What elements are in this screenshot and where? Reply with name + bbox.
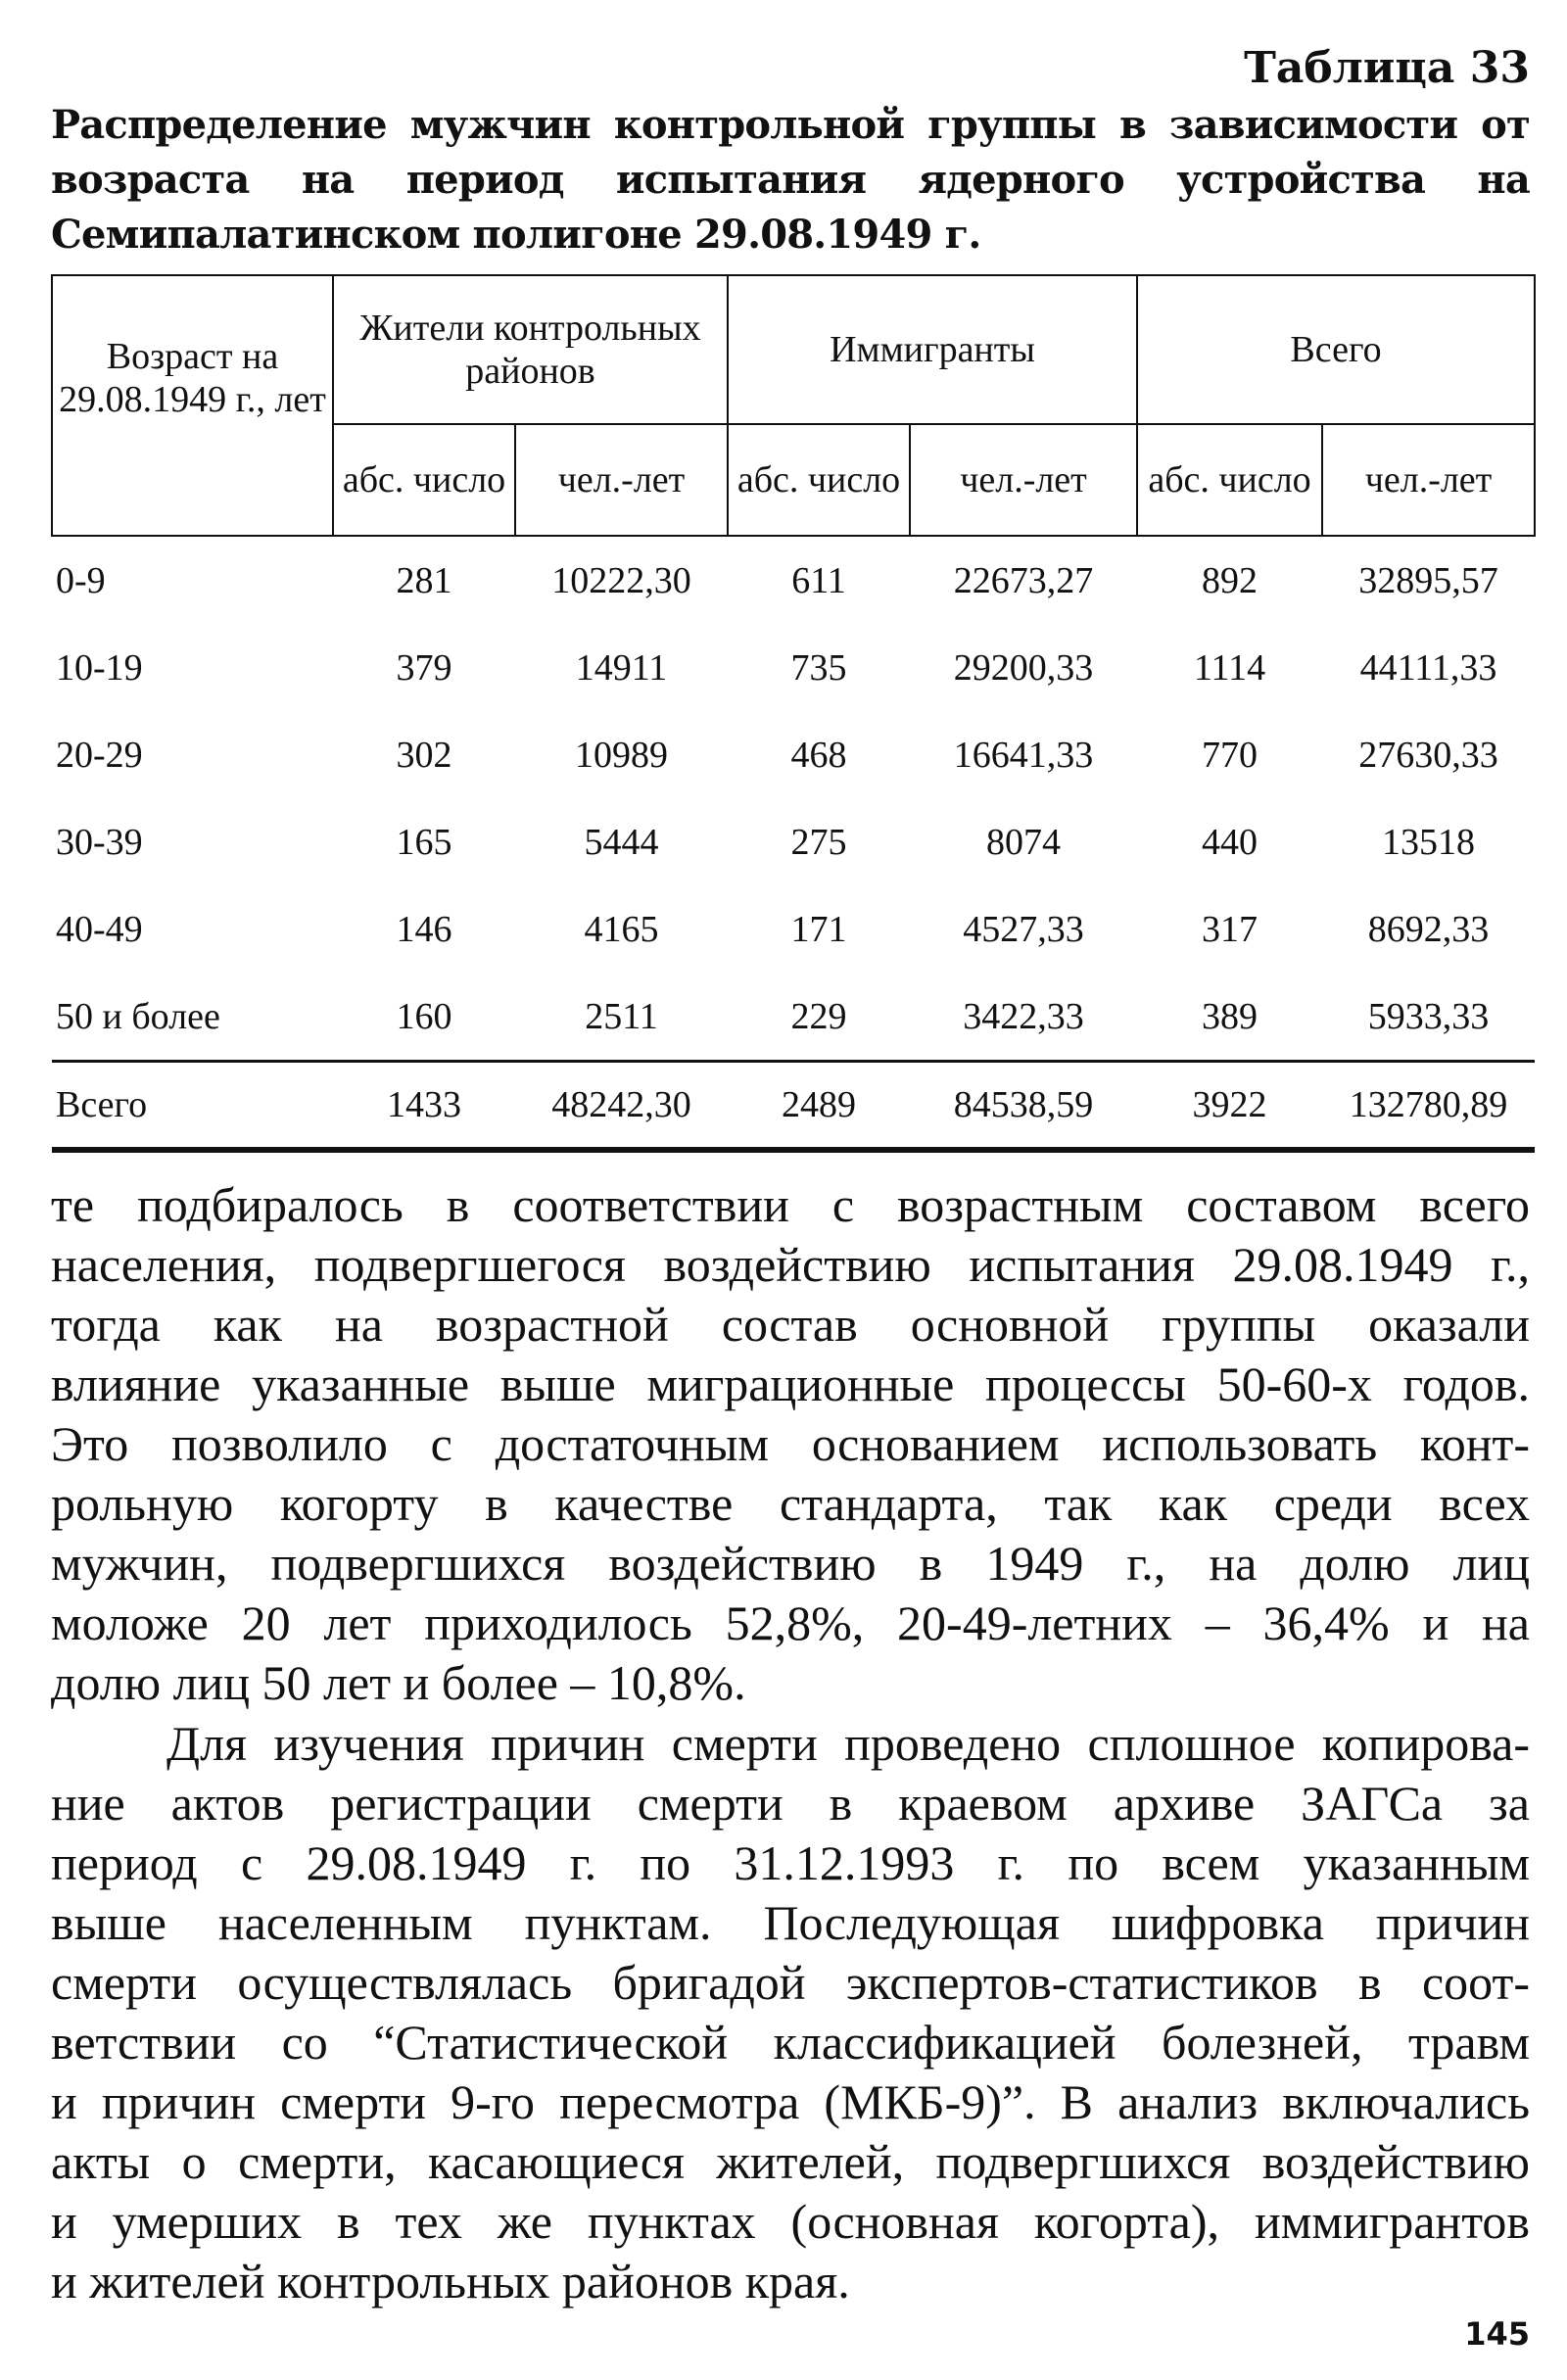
cell: 317 — [1202, 908, 1258, 950]
text-line: выше населенным пунктам. Последующая шифровка причин — [51, 1895, 1530, 1950]
cell: 165 — [396, 821, 452, 863]
cell: 735 — [790, 646, 847, 689]
body-paragraph-2 — [51, 1714, 1530, 2311]
cell: 3422,33 — [910, 973, 1137, 1062]
cell: 8692,33 — [1367, 908, 1490, 950]
table-row — [52, 624, 1535, 711]
cell: 275 — [790, 821, 847, 863]
table-row — [52, 973, 1535, 1062]
cell: 14911 — [575, 646, 668, 689]
cell: 32895,57 — [1358, 559, 1498, 601]
text-line: ветствии со “Статистической классификацией болезней, травм — [51, 2015, 1530, 2070]
table-total-row — [52, 1062, 1535, 1151]
text-line: ние актов регистрации смерти в краевом архиве ЗАГСа за — [51, 1776, 1530, 1831]
row-label: 30-39 — [56, 821, 143, 863]
text-line: акты о смерти, касающиеся жителей, подвергшихся воздействию — [51, 2134, 1530, 2189]
total-label: Всего — [52, 1062, 333, 1151]
cell: 44111,33 — [1359, 646, 1497, 689]
header-abs: абс. число — [333, 424, 515, 536]
total-cell: 2489 — [728, 1062, 910, 1151]
text-line: влияние указанные выше миграционные процессы 50-60-х годов. — [51, 1357, 1530, 1411]
table-row — [52, 798, 1535, 885]
row-label: 0-9 — [56, 559, 106, 601]
cell: 5444 — [584, 821, 659, 863]
cell: 4165 — [584, 908, 659, 950]
cell: 611 — [791, 559, 846, 601]
cell: 440 — [1202, 821, 1258, 863]
row-label: 10-19 — [56, 646, 143, 689]
cell: 10222,30 — [551, 559, 691, 601]
cell: 770 — [1202, 734, 1258, 776]
cell: 4527,33 — [963, 908, 1084, 950]
header-person-years: чел.-лет — [515, 424, 728, 536]
text-line: смерти осуществлялась бригадой экспертов-статистиков в соот- — [51, 1955, 1530, 2010]
cell: 302 — [396, 734, 452, 776]
text-line: долю лиц 50 лет и более – 10,8%. — [51, 1655, 746, 1710]
row-label: 50 и более — [52, 973, 333, 1062]
table-caption: Распределение мужчин контрольной группы в зависимости от возраста на период испытания ядерного устройства на Семипалатинском полигоне 29.08.1949 г. — [51, 102, 1530, 258]
cell: 379 — [396, 646, 452, 689]
cell: 1114 — [1193, 646, 1266, 689]
row-label: 20-29 — [56, 734, 143, 776]
row-label: 40-49 — [56, 908, 143, 950]
cell: 5933,33 — [1322, 973, 1535, 1062]
data-table — [51, 274, 1536, 1153]
table-row — [52, 536, 1535, 624]
total-cell: 132780,89 — [1322, 1062, 1535, 1151]
header-group-residents: Жители контрольных районов — [333, 275, 728, 424]
text-line: тогда как на возрастной состав основной группы оказали — [51, 1297, 1530, 1352]
text-line: рольную когорту в качестве стандарта, так как среди всех — [51, 1476, 1530, 1531]
text-line: Это позволило с достаточным основанием использовать конт- — [51, 1416, 1530, 1471]
page-number: 145 — [1464, 2315, 1530, 2353]
text-line: те подбиралось в соответствии с возрастным составом всего — [51, 1177, 1530, 1232]
header-abs: абс. число — [1137, 424, 1322, 536]
text-line: мужчин, подвергшихся воздействию в 1949 г., на долю лиц — [51, 1536, 1530, 1591]
table-row — [52, 885, 1535, 973]
text-line: и причин смерти 9-го пересмотра (МКБ-9)”. В анализ включались — [51, 2074, 1530, 2129]
text-line: моложе 20 лет приходилось 52,8%, 20-49-летних – 36,4% и на — [51, 1595, 1530, 1650]
header-person-years: чел.-лет — [910, 424, 1137, 536]
cell: 2511 — [515, 973, 728, 1062]
cell: 171 — [790, 908, 847, 950]
cell: 13518 — [1382, 821, 1476, 863]
total-cell: 3922 — [1137, 1062, 1322, 1151]
cell: 29200,33 — [953, 646, 1094, 689]
cell: 389 — [1137, 973, 1322, 1062]
cell: 892 — [1202, 559, 1258, 601]
text-line: и жителей контрольных районов края. — [51, 2254, 850, 2309]
cell: 22673,27 — [953, 559, 1094, 601]
cell: 8074 — [986, 821, 1062, 863]
cell: 229 — [728, 973, 910, 1062]
cell: 160 — [333, 973, 515, 1062]
header-group-immigrants: Иммигранты — [728, 275, 1137, 424]
total-cell: 48242,30 — [515, 1062, 728, 1151]
cell: 16641,33 — [953, 734, 1094, 776]
total-cell: 84538,59 — [910, 1062, 1137, 1151]
header-age: Возраст на 29.08.1949 г., лет — [52, 275, 333, 536]
cell: 10989 — [575, 734, 668, 776]
text-line: период с 29.08.1949 г. по 31.12.1993 г. по всем указанным — [51, 1835, 1530, 1890]
header-group-total: Всего — [1137, 275, 1535, 424]
total-cell: 1433 — [333, 1062, 515, 1151]
cell: 146 — [396, 908, 452, 950]
cell: 468 — [790, 734, 847, 776]
cell: 27630,33 — [1358, 734, 1498, 776]
text-line: населения, подвергшегося воздействию испытания 29.08.1949 г., — [51, 1237, 1530, 1292]
header-person-years: чел.-лет — [1322, 424, 1535, 536]
body-paragraph-1 — [51, 1175, 1530, 1713]
text-line: Для изучения причин смерти проведено сплошное копирова- — [166, 1716, 1530, 1771]
table-number: Таблица 33 — [1244, 43, 1530, 93]
text-line: и умерших в тех же пунктах (основная когорта), иммигрантов — [51, 2194, 1530, 2249]
header-abs: абс. число — [728, 424, 910, 536]
table-row — [52, 711, 1535, 798]
cell: 281 — [396, 559, 452, 601]
